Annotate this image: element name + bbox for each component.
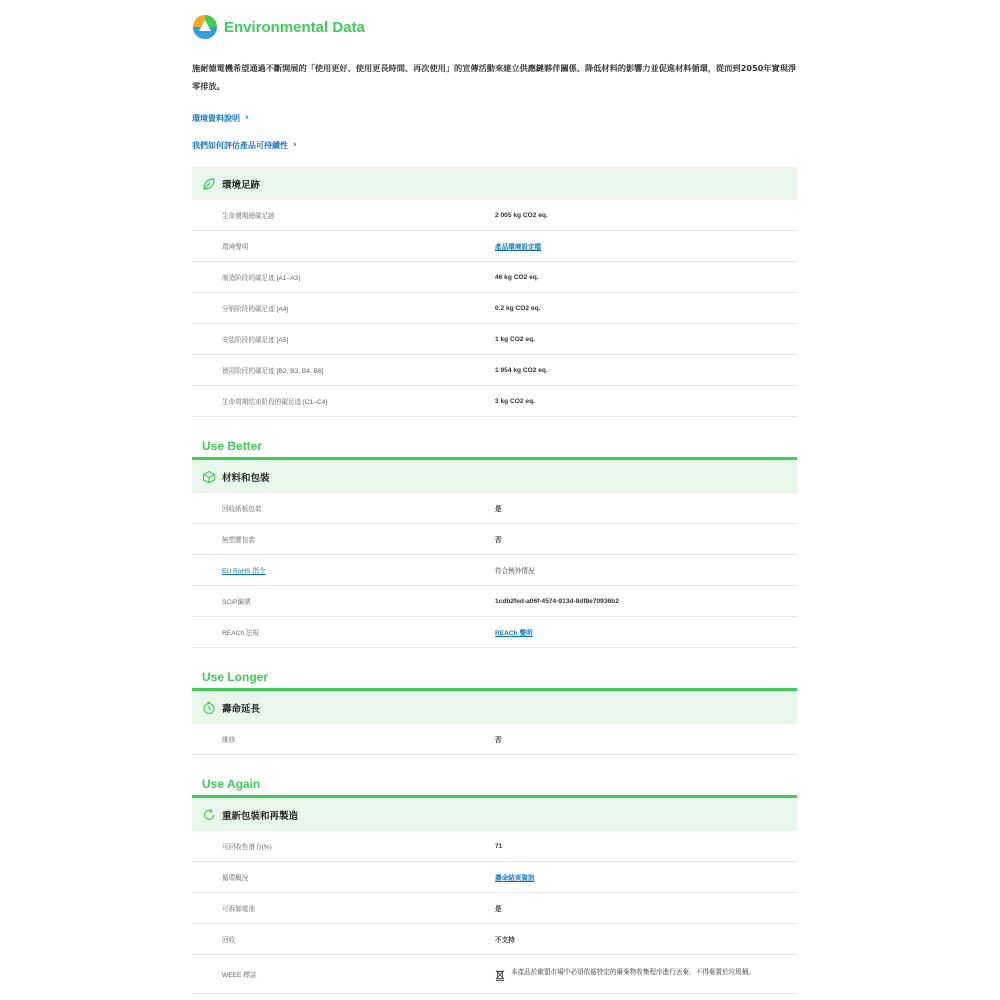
- logo-icon: [192, 14, 218, 40]
- table-row: [192, 862, 797, 893]
- row-value: 46 kg CO2 eq.: [495, 273, 539, 281]
- repackaging-section-header: [192, 798, 797, 831]
- row-label: 環境聲明: [222, 244, 249, 251]
- table-row: [192, 200, 797, 231]
- table-row: [192, 617, 797, 648]
- environmental-data-page: [192, 0, 797, 994]
- row-value: 71: [495, 842, 503, 850]
- page-header: [192, 0, 797, 54]
- row-label: 生命週期總碳足跡: [222, 213, 275, 220]
- table-row: [192, 893, 797, 924]
- row-value: 0.2 kg CO2 eq.: [495, 304, 541, 312]
- leaf-icon: [202, 177, 216, 191]
- row-label: 回收紙板包裝: [222, 506, 262, 513]
- weee-notice: [495, 968, 765, 981]
- weee-notice-text: 本產品於歐盟市場中必須依循特定的廢棄物收集程序進行丟棄，不得棄置於垃圾桶。: [511, 968, 755, 976]
- intro-text: 施耐德電機希望通過不斷開展的「使用更好、使用更長時間、再次使用」的宣傳活動來建立供應鏈夥伴關係、降低材料的影響力並促進材料循環，從而到2050年實現淨零排放。: [192, 63, 797, 91]
- row-label: REACh 法規: [222, 630, 260, 637]
- row-value: 1 954 kg CO2 eq.: [495, 366, 548, 374]
- table-row: [192, 724, 797, 755]
- reach-declaration-link[interactable]: REACh 聲明: [495, 630, 533, 637]
- environmental-info-link[interactable]: [192, 105, 797, 132]
- sustainability-assessment-link[interactable]: [192, 132, 797, 159]
- table-row: [192, 955, 797, 994]
- table-row: [192, 355, 797, 386]
- use-better-heading: Use Better: [202, 439, 263, 453]
- table-row: [192, 831, 797, 862]
- info-links: [192, 105, 797, 159]
- box-icon: [202, 470, 216, 484]
- row-label: 安装阶段的碳足迹 [A5]: [222, 337, 289, 344]
- row-label: 循環概況: [222, 875, 249, 882]
- row-label: 可回收性潛力(%): [222, 844, 272, 851]
- row-value: 是: [495, 906, 502, 913]
- materials-section-header: [192, 460, 797, 493]
- table-row: [192, 262, 797, 293]
- row-value: 是: [495, 506, 502, 513]
- table-row: [192, 555, 797, 586]
- environmental-info-link-label: 環境資料說明: [192, 114, 240, 123]
- footprint-section-header: [192, 167, 797, 200]
- repackaging-section-title: 重新包裝和再製造: [222, 810, 299, 822]
- row-label: 制造阶段的碳足迹 [A1–A3]: [222, 275, 301, 282]
- clock-icon: [202, 701, 216, 715]
- lifetime-section-header: [192, 691, 797, 724]
- chevron-right-icon: ›: [293, 140, 297, 150]
- row-label: 可拆卸電池: [222, 906, 255, 913]
- row-label: 生命周期结束阶段的碳足迹 [C1–C4]: [222, 399, 328, 406]
- table-row: [192, 386, 797, 417]
- table-row: [192, 293, 797, 324]
- end-of-life-info-link[interactable]: 壽命結束資訊: [495, 875, 535, 882]
- row-label: 無塑膠包裝: [222, 537, 255, 544]
- row-value: 1 kg CO2 eq.: [495, 335, 535, 343]
- use-longer-heading: Use Longer: [202, 670, 269, 684]
- chevron-right-icon: ›: [245, 113, 249, 123]
- table-row: [192, 524, 797, 555]
- use-again-heading: Use Again: [202, 777, 261, 791]
- row-label: 使用阶段的碳足迹 [B2, B3, B4, B6]: [222, 368, 324, 375]
- row-value: 不支持: [495, 937, 515, 944]
- table-row: [192, 231, 797, 262]
- row-value: [495, 968, 797, 981]
- row-value: 否: [495, 537, 502, 544]
- eu-rohs-link[interactable]: EU RoHS 指令: [222, 568, 266, 575]
- row-value: 3 kg CO2 eq.: [495, 397, 535, 405]
- row-value: 符合例外情況: [495, 568, 535, 575]
- table-row: [192, 493, 797, 524]
- row-label: 回收: [222, 937, 236, 944]
- row-value: 否: [495, 737, 502, 744]
- row-label: 維修: [222, 737, 236, 744]
- materials-section-title: 材料和包裝: [222, 472, 270, 484]
- page-title: Environmental Data: [224, 18, 365, 36]
- table-row: [192, 924, 797, 955]
- table-row: [192, 324, 797, 355]
- row-value: 1cdb2fed-a06f-4574-913d-8df8e70936b2: [495, 597, 619, 605]
- row-value: 2 005 kg CO2 eq.: [495, 211, 548, 219]
- row-label: 分销阶段的碳足迹 [A4]: [222, 306, 289, 313]
- table-row: [192, 586, 797, 617]
- crossed-bin-icon: [495, 969, 505, 981]
- refresh-icon: [202, 808, 216, 822]
- footprint-section-title: 環境足跡: [222, 179, 261, 191]
- sustainability-assessment-link-label: 我們如何評估產品可持續性: [192, 141, 288, 150]
- environmental-profile-link[interactable]: 產品環境設定檔: [495, 244, 542, 251]
- row-label: WEEE 標誌: [222, 972, 257, 979]
- lifetime-section-title: 壽命延長: [222, 703, 261, 715]
- row-label: SCIP編號: [222, 599, 251, 606]
